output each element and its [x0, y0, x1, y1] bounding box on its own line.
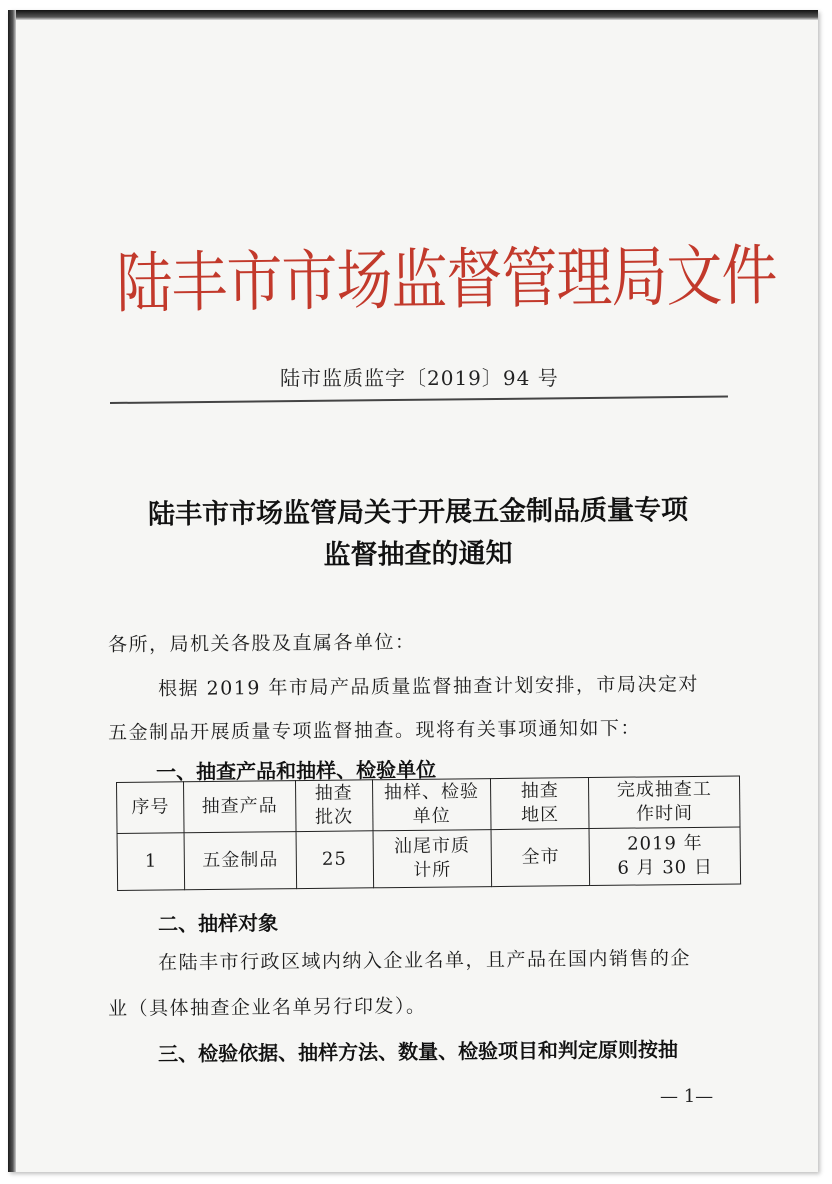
cell-text: 1 [144, 850, 158, 872]
cell-text: 抽样、检验 [383, 781, 480, 804]
table-row-cell [117, 833, 185, 891]
cell-text: 五金制品 [202, 849, 279, 872]
salutation: 各所，局机关各股及直属各单位： [107, 631, 416, 656]
section-2-line-1: 在陆丰市行政区域内纳入企业名单，且产品在国内销售的企 [157, 947, 692, 974]
sampling-table [116, 775, 741, 891]
cell-text: 作时间 [635, 802, 694, 825]
cell-text: 单位 [412, 805, 451, 827]
table-header-row-cell [589, 776, 740, 829]
scan-shadow-left [8, 10, 16, 1172]
cell-text: 批次 [314, 806, 354, 828]
issuer-header: 陆丰市市场监督管理局文件 [116, 238, 777, 323]
document-number: 陆市监质监字〔2019〕94 号 [280, 366, 559, 390]
cell-text: 抽查产品 [201, 795, 278, 818]
table-header-row [117, 776, 740, 834]
section-2-line-2: 业（具体抽查企业名单另行印发）。 [107, 995, 427, 1020]
cell-text: 2019 年 [627, 832, 703, 855]
section-2-heading: 二、抽样对象 [157, 910, 279, 936]
header-divider [110, 396, 728, 404]
table-header-row-cell [372, 779, 491, 831]
table-row-cell [296, 831, 374, 889]
title-line-1: 陆丰市市场监管局关于开展五金制品质量专项 [147, 494, 689, 531]
cell-text: 25 [321, 848, 348, 870]
table-header-row-cell [295, 780, 373, 832]
section-1-heading: 一、抽查产品和抽样、检验单位 [155, 757, 437, 784]
intro-line-2: 五金制品开展质量专项监督抽查。现将有关事项通知如下： [107, 717, 642, 744]
cell-text: 抽查 [314, 782, 353, 804]
cell-text: 地区 [520, 804, 560, 826]
table-row-cell [589, 827, 740, 886]
table-header-row-cell [490, 778, 589, 830]
table-row-cell [373, 830, 492, 888]
cell-text: 6 月 30 日 [617, 856, 714, 879]
table-header-row-cell [184, 781, 296, 833]
scan-shadow-top [8, 10, 818, 20]
page-number: — 1— [660, 1086, 714, 1107]
title-line-2: 监督抽查的通知 [323, 538, 513, 571]
cell-text: 抽查 [520, 780, 559, 802]
cell-text: 全市 [521, 846, 560, 868]
cell-text: 完成抽查工 [616, 778, 712, 801]
intro-line-1: 根据 2019 年市局产品质量监督抽查计划安排，市局决定对 [157, 673, 700, 700]
document-page [8, 10, 818, 1172]
section-3-heading: 三、检验依据、抽样方法、数量、检验项目和判定原则按抽 [157, 1037, 679, 1066]
table-row [117, 827, 741, 891]
cell-text: 计所 [413, 859, 452, 881]
table-row-cell [184, 832, 296, 890]
cell-text: 序号 [131, 796, 170, 818]
cell-text: 汕尾市质 [393, 835, 471, 858]
table-row-cell [491, 829, 590, 887]
table-header-row-cell [117, 782, 185, 834]
